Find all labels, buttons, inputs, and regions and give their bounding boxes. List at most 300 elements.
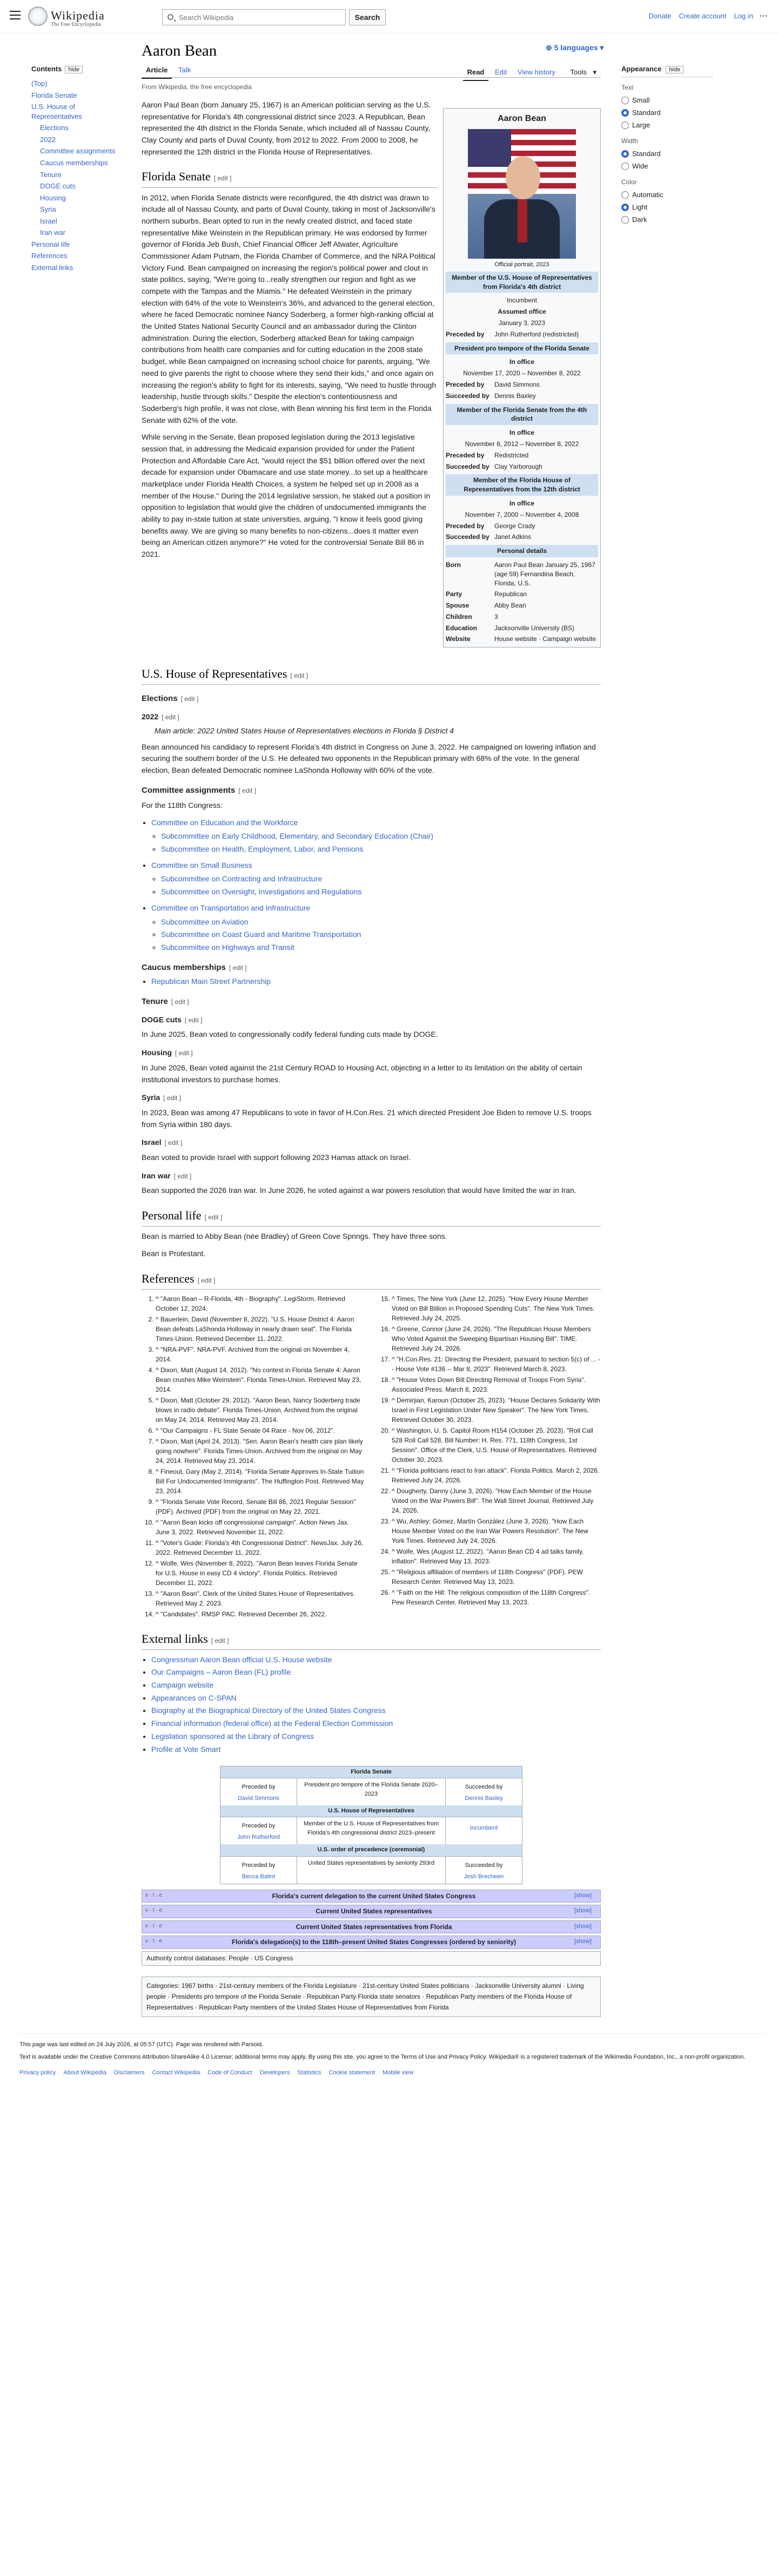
license-text: Text is available under the Creative Commons Attribution-ShareAlike 4.0 License; additional terms may apply. By using this site, you agree to the Terms of Use and Privacy Policy. Wikipedia® is a registered trademark of the Wikimedia Foundation, Inc., a non-profit organization. — [19, 2054, 746, 2061]
succession-prev-name[interactable]: David Simmons — [237, 1795, 280, 1802]
reference-item: 11. ^ "Voter's Guide: Florida's 4th Congressional District". NewsJax. July 26, 2022. Retrieved December 11, 2022. — [156, 1538, 365, 1557]
subheading-israel: Israel [ edit ] — [142, 1138, 183, 1147]
search-button[interactable]: Search — [349, 9, 386, 25]
edit-link[interactable]: [ edit ] — [171, 997, 189, 1006]
succession-row — [220, 1817, 522, 1844]
navbox-vte[interactable]: v · t · e — [145, 1923, 163, 1929]
external-links-list — [142, 1654, 601, 1756]
succession-row — [220, 1778, 522, 1805]
navbox-show-button[interactable]: [show] — [574, 1907, 592, 1914]
table-of-contents — [31, 64, 123, 273]
succession-next-label: Succeeded by — [465, 1862, 503, 1869]
authority-control[interactable]: Authority control databases: People · US Congress — [142, 1951, 601, 1966]
personal-details-heading: Personal details — [446, 545, 598, 557]
reference-item: 14. ^ "Candidates". RMSP PAC. Retrieved December 26, 2022. — [156, 1609, 365, 1619]
external-link[interactable]: Campaign website — [151, 1681, 214, 1690]
office-heading: President pro tempore of the Florida Senate — [446, 342, 598, 355]
external-link[interactable]: Congressman Aaron Bean official U.S. House website — [151, 1655, 332, 1664]
succession-prev[interactable] — [220, 1817, 297, 1844]
subheading-committees: Committee assignments [ edit ] — [142, 785, 257, 795]
navbox-title[interactable]: Florida's delegation(s) to the 118th–present United States Congresses (ordered by seniority) — [231, 1938, 517, 1946]
footer-link[interactable]: Cookie statement — [328, 2069, 375, 2076]
color-option-label: Light — [632, 203, 648, 211]
footer-link[interactable]: Disclaimers — [113, 2069, 145, 2076]
succession-next-name[interactable]: Dennis Baxley — [465, 1795, 503, 1802]
color-option-label: Automatic — [632, 190, 663, 199]
committee-link[interactable]: Committee on Small Business — [151, 860, 252, 869]
external-link-item[interactable] — [151, 1705, 601, 1717]
office-row-value[interactable]: George Crady — [494, 522, 535, 530]
navbox-title[interactable]: Florida's current delegation to the current United States Congress — [272, 1892, 476, 1900]
subcommittee-item[interactable] — [161, 942, 601, 954]
edit-link[interactable]: [ edit ] — [238, 786, 257, 794]
color-option-label: Dark — [632, 215, 647, 224]
radio-button[interactable] — [621, 150, 629, 158]
radio-button[interactable] — [621, 191, 629, 199]
succession-box — [220, 1766, 522, 1884]
office-heading: Member of the Florida House of Representatives from the 12th district — [446, 474, 598, 496]
personal-row-key: Spouse — [446, 602, 470, 610]
subcommittee-list — [151, 831, 601, 855]
succession-next[interactable] — [446, 1817, 522, 1844]
site-header — [0, 0, 778, 33]
radio-button[interactable] — [621, 163, 629, 170]
subcommittee-link[interactable]: Subcommittee on Coast Guard and Maritime Transportation — [161, 930, 361, 939]
office-row-value[interactable]: Janet Adkins — [494, 533, 532, 541]
personal-row-key: Party — [446, 590, 462, 598]
radio-button[interactable] — [621, 216, 629, 224]
external-link-item[interactable] — [151, 1667, 601, 1678]
edit-link[interactable]: [ edit ] — [173, 1172, 192, 1180]
navbox-vte[interactable]: v · t · e — [145, 1892, 163, 1898]
subcommittee-list — [151, 873, 601, 898]
infobox-title: Aaron Bean — [498, 114, 546, 123]
office-row-key: Succeeded by — [446, 462, 489, 470]
text-size-option[interactable] — [621, 107, 713, 118]
tagline: The Free Encyclopedia — [51, 22, 101, 28]
committee-item[interactable] — [151, 902, 601, 954]
succession-next-name[interactable]: Incumbent — [470, 1825, 498, 1832]
navbox-title[interactable]: Current United States representatives — [316, 1907, 432, 1916]
succession-prev-name[interactable]: Becca Balint — [242, 1873, 276, 1880]
toc-item[interactable]: U.S. House of Representatives — [31, 103, 82, 120]
office-row — [446, 531, 598, 543]
search-input[interactable]: Search Wikipedia — [162, 9, 346, 25]
subcommittee-link[interactable]: Subcommittee on Oversight, Investigations and Regulations — [161, 887, 362, 896]
succession-prev-label: Preceded by — [242, 1784, 276, 1791]
external-link-item[interactable] — [151, 1718, 601, 1730]
tools-menu[interactable]: Tools ▾ — [570, 68, 596, 76]
succession-band: U.S. House of Representatives — [220, 1805, 522, 1817]
radio-button[interactable] — [621, 97, 629, 104]
external-link[interactable]: Profile at Vote Smart — [151, 1744, 221, 1754]
radio-button[interactable] — [621, 109, 629, 117]
text-size-option-label: Large — [632, 121, 650, 130]
committee-link[interactable]: Committee on Transportation and Infrastructure — [151, 903, 311, 912]
reference-item: 10. ^ "Aaron Bean kicks off congressional campaign". Action News Jax. June 3, 2022. Retrieved November 11, 2022. — [156, 1518, 365, 1537]
personal-row — [446, 559, 598, 589]
committee-link[interactable]: Committee on Education and the Workforce — [151, 818, 298, 827]
navbox — [142, 1920, 601, 1934]
office-row — [446, 379, 598, 390]
personal-paragraph: Bean is Protestant. — [142, 1249, 206, 1258]
toc-item[interactable]: Personal life — [31, 240, 70, 248]
footer-link[interactable]: Privacy policy — [19, 2069, 56, 2076]
width-option[interactable] — [621, 161, 713, 172]
personal-row — [446, 611, 598, 623]
footer-link[interactable]: Statistics — [297, 2069, 321, 2076]
external-link-item[interactable] — [151, 1731, 601, 1743]
personal-row-value: Republican — [494, 590, 527, 598]
committees-intro: For the 118th Congress: — [142, 801, 223, 810]
reference-item: 2. ^ Bauerlein, David (November 8, 2022). "U.S. House District 4: Aaron Bean defeats LaShonda Holloway in nearly drawn seat". The Florida Times-Union. Retrieved December 11, 2022. — [156, 1314, 365, 1344]
reference-item: 24. ^ Wolfe, Wes (August 12, 2022). "Aaron Bean CD 4 ad talks family, inflation". Retrieved May 13, 2023. — [392, 1547, 601, 1566]
text-size-option[interactable] — [621, 120, 713, 131]
external-link[interactable]: Our Campaigns – Aaron Bean (FL) profile — [151, 1668, 291, 1677]
edit-link[interactable]: [ edit ] — [211, 1636, 229, 1644]
wikipedia-globe-logo[interactable] — [28, 6, 48, 26]
text-size-option-label: Standard — [632, 108, 661, 117]
external-link-item[interactable] — [151, 1680, 601, 1691]
succession-office: United States representatives by seniority 293rd — [297, 1857, 446, 1884]
footer-link[interactable]: Developers — [259, 2069, 290, 2076]
subcommittee-link[interactable]: Subcommittee on Health, Employment, Labor, and Pensions — [161, 845, 364, 854]
subcommittee-link[interactable]: Subcommittee on Aviation — [161, 917, 249, 926]
tab-talk[interactable]: Talk — [178, 66, 191, 74]
navbox-vte[interactable]: v · t · e — [145, 1938, 163, 1945]
reference-item: 23. ^ Wu, Ashley; Gómez, Martín González (June 3, 2026). "How Each House Member Voted on the Iran War Powers Resolution". The New York Times. Retrieved July 24, 2026. — [392, 1516, 601, 1546]
more-options-icon[interactable]: ··· — [760, 12, 768, 20]
committee-item[interactable] — [151, 860, 601, 898]
personal-row-key: Website — [446, 635, 471, 643]
intro-paragraph: Aaron Paul Bean (born January 25, 1967) is an American politician serving as the U.S. representative for Florida's 4th congressional district since 2023. A Republican, Bean represented the 4th district in the Florida Senate, which included all of Nassau County, Clay County and parts of Duval County, from 2012 to 2022. From 2000 to 2008, he represented the 12th district in the Florida House of Representatives. — [142, 100, 431, 156]
syria-paragraph: In 2023, Bean was among 47 Republicans to vote in favor of H.Con.Res. 21 which directed President Joe Biden to remove U.S. troops from Syria within 180 days. — [142, 1108, 592, 1129]
external-link-item[interactable] — [151, 1692, 601, 1704]
edit-link[interactable]: [ edit ] — [162, 713, 179, 721]
edit-link[interactable]: [ edit ] — [204, 1213, 223, 1222]
edit-link[interactable]: [ edit ] — [184, 1016, 203, 1024]
article-body — [142, 96, 438, 566]
office-term: November 7, 2000 – November 4, 2008 — [465, 510, 579, 518]
page-footer — [19, 2033, 765, 2078]
election-paragraph: Bean announced his candidacy to represent Florida's 4th district in Congress on June 3, 2022. He campaigned on lowering inflation and securing the southern border of the U.S. He defeated two opponents in the Republican primary with 68% of the vote. In the general election, Bean defeated Democratic nominee LaShonda Holloway with 60% of the vote. — [142, 742, 596, 775]
color-label: Color — [621, 178, 637, 186]
edit-link[interactable]: [ edit ] — [163, 1094, 181, 1102]
reference-item: 19. ^ Demirjian, Karoun (October 25, 2023). "House Declares Solidarity With Israel in First Legislation Under New Speaker". The New York Times. Retrieved October 30, 2023. — [392, 1395, 601, 1425]
section-heading-house: U.S. House of Representatives [ edit ] — [142, 665, 601, 685]
office-row — [446, 450, 598, 461]
page-title: Aaron Bean — [142, 42, 217, 59]
personal-row — [446, 600, 598, 611]
subheading-2022: 2022 [ edit ] — [142, 712, 179, 721]
navbox-show-button[interactable]: [show] — [574, 1923, 592, 1930]
edit-link[interactable]: [ edit ] — [229, 963, 247, 972]
external-link-item[interactable] — [151, 1744, 601, 1756]
office-row-value[interactable]: Clay Yarborough — [494, 462, 542, 470]
external-link[interactable]: Legislation sponsored at the Library of Congress — [151, 1731, 314, 1741]
footer-link[interactable]: Mobile view — [383, 2069, 414, 2076]
doge-paragraph: In June 2025, Bean voted to congressionally codify federal funding cuts made by DOGE. — [142, 1030, 438, 1039]
footer-link[interactable]: Code of Conduct — [207, 2069, 252, 2076]
subcommittee-item[interactable] — [161, 831, 601, 842]
section-heading-references: References [ edit ] — [142, 1270, 601, 1290]
header-link-donate[interactable]: Donate — [648, 12, 672, 20]
toc-hide-button[interactable]: hide — [65, 66, 83, 73]
reference-item: 25. ^ "Religious affiliation of members of 118th Congress" (PDF). PEW Research Center. Retrieved May 13, 2023. — [392, 1567, 601, 1587]
toc-item[interactable]: Florida Senate — [31, 91, 77, 99]
personal-row-key: Education — [446, 624, 478, 632]
subcommittee-link[interactable]: Subcommittee on Contracting and Infrastructure — [161, 874, 323, 884]
office-row-value[interactable]: Redistricted — [494, 451, 529, 459]
portrait-head — [506, 156, 540, 199]
subheading-doge: DOGE cuts [ edit ] — [142, 1015, 203, 1024]
section-heading-personal: Personal life [ edit ] — [142, 1206, 601, 1226]
succession-office: President pro tempore of the Florida Senate 2020–2023 — [297, 1778, 446, 1805]
header-link-create-account[interactable]: Create account — [679, 12, 727, 20]
infobox — [443, 108, 601, 648]
subheading-iran: Iran war [ edit ] — [142, 1171, 192, 1180]
office-term: November 17, 2020 – November 8, 2022 — [463, 369, 581, 377]
personal-row — [446, 589, 598, 600]
succession-band: U.S. order of precedence (ceremonial) — [220, 1844, 522, 1856]
subcommittee-link[interactable]: Subcommittee on Early Childhood, Elementary, and Secondary Education (Chair) — [161, 832, 433, 841]
senate-paragraph: While serving in the Senate, Bean proposed legislation during the 2013 legislative session that, in addressing the Medicaid expansion provided for under the Patient Protection and Affordable Care Act, "would reject the $51 billion offered over the next decade for expansion under Obamacare and use state money...to set up a healthcare marketplace under Florida Health Choices, a system he helped set up in 2008 as a member of the House." During the 2014 legislative session, he staked out a position in opposition to legislation that would give the children of undocumented immigrants the ability to pay in-state tuition at state universities, arguing, "I know it feels good giving benefits away. We are giving so many benefits to non-citizens...does it matter even being an American citizen anymore?" He voted for the controversial Senate Bill 86 in 2021. — [142, 433, 431, 559]
tab-article[interactable]: Article — [142, 63, 172, 79]
navbox-show-button[interactable]: [show] — [574, 1938, 592, 1945]
appearance-panel — [621, 64, 713, 227]
appearance-title: Appearance hide — [621, 64, 713, 77]
toc-item[interactable]: References — [31, 252, 68, 260]
office-row-key: Preceded by — [446, 330, 485, 338]
office-term: November 6, 2012 – November 8, 2022 — [465, 440, 579, 448]
office-heading: Member of the Florida Senate from the 4th district — [446, 404, 598, 426]
toc-item[interactable]: Committee assignments — [40, 147, 116, 156]
appearance-hide-button[interactable]: hide — [666, 66, 683, 73]
personal-paragraph: Bean is married to Abby Bean (née Bradley) of Green Cove Springs. They have three sons. — [142, 1232, 447, 1241]
page-tabs — [142, 63, 601, 78]
committee-item[interactable] — [151, 817, 601, 855]
external-link[interactable]: Appearances on C-SPAN — [151, 1693, 237, 1702]
color-option[interactable] — [621, 214, 713, 225]
subheading-caucus: Caucus memberships [ edit ] — [142, 962, 247, 972]
portrait-tie — [518, 199, 527, 242]
reference-item: 1. ^ "Aaron Bean – R-Florida, 4th - Biography". LegiStorm. Retrieved October 12, 2024. — [156, 1294, 365, 1313]
personal-row-value: Jacksonville University (BS) — [494, 624, 575, 632]
iran-paragraph: Bean supported the 2026 Iran war. In June 2026, he voted against a war powers resolution that would have limited the war in Iran. — [142, 1186, 576, 1195]
text-size-option[interactable] — [621, 95, 713, 106]
reference-item: 21. ^ "Florida politicians react to Iran attack". Florida Politics. March 2, 2026. Retrieved July 24, 2026. — [392, 1466, 601, 1485]
succession-next[interactable] — [446, 1778, 522, 1805]
succession-office: Member of the U.S. House of Representatives from Florida's 4th congressional district 2023–present — [297, 1817, 446, 1844]
office-row-value[interactable]: John Rutherford (redistricted) — [494, 330, 579, 338]
reference-item: 7. ^ Dixon, Matt (April 24, 2013). "Sen. Aaron Bean's health care plan likely going nowhere". Florida Times-Union. Archived from the original on May 24, 2014. Retrieved May 23, 2014. — [156, 1437, 365, 1466]
succession-band: Florida Senate — [220, 1766, 522, 1778]
personal-row-value: 3 — [494, 612, 498, 621]
edit-link[interactable]: [ edit ] — [213, 174, 232, 183]
succession-next-label: Succeeded by — [465, 1784, 503, 1791]
subcommittee-item[interactable] — [161, 873, 601, 885]
office-row — [446, 521, 598, 532]
subcommittee-item[interactable] — [161, 844, 601, 855]
office-row — [446, 390, 598, 402]
external-link-item[interactable] — [151, 1654, 601, 1666]
subheading-tenure: Tenure [ edit ] — [142, 996, 189, 1006]
toc-item[interactable]: DOGE cuts — [40, 182, 76, 191]
portrait-image[interactable] — [468, 129, 576, 259]
subcommittee-item[interactable] — [161, 886, 601, 898]
toc-item[interactable]: Housing — [40, 193, 66, 202]
toc-item[interactable]: Tenure — [40, 170, 62, 179]
portrait-caption: Official portrait, 2023 — [494, 261, 549, 268]
subcommittee-item[interactable] — [161, 916, 601, 928]
office-term: January 3, 2023 — [498, 319, 546, 327]
reference-item: 9. ^ "Florida Senate Vote Record, Senate Bill 86, 2021 Regular Session" (PDF). Archived (PDF) from the original on May 22, 2021. — [156, 1497, 365, 1516]
section-heading-external-links: External links [ edit ] — [142, 1630, 601, 1650]
reference-list — [142, 1294, 601, 1620]
main-article-hatnote[interactable]: Main article: 2022 United States House of Representatives elections in Florida § District 4 — [155, 726, 454, 736]
succession-prev[interactable] — [220, 1778, 297, 1805]
header-link-log-in[interactable]: Log in — [734, 12, 753, 20]
office-row — [446, 461, 598, 473]
toc-title: Contents hide — [31, 64, 123, 75]
last-edited: This page was last edited on 24 July 2026, at 05:57 (UTC). Page was rendered with Parsoid. — [19, 2041, 264, 2048]
reference-item: 13. ^ "Aaron Bean". Clerk of the United States House of Representatives. Retrieved May 2, 2023. — [156, 1589, 365, 1608]
office-term-label: In office — [509, 358, 534, 366]
personal-row-key: Children — [446, 612, 472, 621]
toc-item[interactable]: Iran war — [40, 228, 65, 237]
succession-prev-label: Preceded by — [242, 1823, 276, 1830]
color-option[interactable] — [621, 190, 713, 200]
office-row — [446, 329, 598, 340]
office-row-key: Preceded by — [446, 380, 485, 388]
reference-item: 15. ^ Times, The New York (June 12, 2025). "How Every House Member Voted on Bill Billion in Proposed Spending Cuts". The New York Times. Retrieved July 24, 2025. — [392, 1294, 601, 1323]
toc-item[interactable]: Syria — [40, 205, 56, 214]
office-row-key: Succeeded by — [446, 533, 489, 541]
succession-prev-name[interactable]: John Rutherford — [237, 1834, 280, 1841]
width-option-label: Standard — [632, 149, 661, 158]
office-term-label: In office — [509, 499, 534, 507]
navbox-show-button[interactable]: [show] — [574, 1892, 592, 1899]
footer-links — [19, 2068, 765, 2078]
subheading-housing: Housing [ edit ] — [142, 1048, 193, 1057]
reference-item: 4. ^ Dixon, Matt (August 14, 2012). "No contest in Florida Senate 4: Aaron Bean crushes Mike Weinstein". Florida Times-Union. Retrieved May 23, 2014. — [156, 1365, 365, 1394]
committee-list — [142, 817, 601, 954]
reference-item: 5. ^ Dixon, Matt (October 29, 2012). "Aaron Bean, Nancy Soderberg trade blows in radio debate". Florida Times-Union. Archived from the original on May 24, 2014. Retrieved May 23, 2014. — [156, 1395, 365, 1425]
reference-item: 16. ^ Greene, Connor (June 24, 2026). "The Republican House Members Who Voted Against the Sweeping Bipartisan Housing Bill". TIME. Retrieved July 24, 2026. — [392, 1324, 601, 1353]
footer-link[interactable]: About Wikipedia — [63, 2069, 106, 2076]
toc-item[interactable]: Elections — [40, 124, 69, 132]
search-icon — [167, 14, 173, 20]
office-heading: Member of the U.S. House of Representatives from Florida's 4th district — [446, 272, 598, 293]
subheading-syria: Syria [ edit ] — [142, 1093, 181, 1102]
succession-row — [220, 1856, 522, 1884]
personal-row-value: Aaron Paul Bean January 25, 1967 (age 59) Fernandina Beach, Florida, U.S. — [494, 561, 595, 587]
navboxes — [142, 1890, 601, 1949]
office-term-label: In office — [509, 429, 534, 437]
caucus-item[interactable]: • Republican Main Street Partnership — [151, 976, 601, 988]
footer-link[interactable]: Contact Wikipedia — [152, 2069, 200, 2076]
toc-item[interactable]: Caucus memberships — [40, 158, 108, 167]
toc-item[interactable]: 2022 — [40, 135, 56, 144]
reference-item: 18. ^ "House Votes Down Bill Directing Removal of Troops From Syria". Associated Press. March 8, 2023. — [392, 1375, 601, 1394]
personal-row-key: Born — [446, 561, 461, 569]
caucus-list — [142, 976, 601, 988]
senate-paragraph: In 2012, when Florida Senate districts were reconfigured, the 4th district was drawn to include all of Nassau County, and parts of Duval County, taking in most of Jacksonville's northern suburbs. Bean opted to run in the newly created district, and faced state representative Mike Weinstein in the Republican primary. He was endorsed by former governor of Florida Jeb Bush, Chief Financial Officer Jeff Atwater, Agriculture Commissioner Adam Putnam, the Florida Chamber of Commerce, and the NRA Political Victory Fund. Bean campaigned on increasing the region's political power and clout in state politics, saying, "We're going to...really strengthen our region and fight as we compete with the Tampas and the Miamis." He defeated Weinstein in the primary election with 64% of the vote to Weinstein's 36%, and advanced to the general election, where he faced Democratic nominee Nancy Soderberg, a former high-ranking official at the United States National Security Council and an ambassador during the Clinton administration. During the election, Soderberg attacked Bean for taking campaign contributions from health care companies and for cutting education in the 2008 state budget, while Bean campaigned on increasing school choice for parents, arguing, "We need to give parents the right to choose where they send their kids," and once again on increasing the region's ability to fight for its interests, saying, "We need to hustle through leadership, hustle through skills." Despite the election's contentiousness and Soderberg's high profile, it was not close, with Bean winning his first term in the Florida Senate with 62% of the vote. — [142, 193, 437, 424]
navbox — [142, 1936, 601, 1949]
toc-item[interactable]: (Top) — [31, 79, 48, 88]
subcommittee-list — [151, 916, 601, 954]
external-link[interactable]: Biography at the Biographical Directory of the United States Congress — [151, 1706, 386, 1715]
reference-item: 17. ^ "H.Con.Res. 21: Directing the President, pursuant to section 5(c) of ... -- House Vote #136 -- Mar 8, 2023". Retrieved March 8, 2023. — [392, 1354, 601, 1374]
wordmark[interactable]: Wikipedia — [51, 9, 105, 22]
color-option[interactable] — [621, 202, 713, 213]
israel-paragraph: Bean voted to provide Israel with support following 2023 Hamas attack on Israel. — [142, 1152, 411, 1162]
personal-row-value: House website · Campaign website — [494, 635, 596, 643]
edit-link[interactable]: [ edit ] — [180, 695, 199, 703]
edit-link[interactable]: [ edit ] — [290, 672, 308, 679]
reference-item: 22. ^ Dougherty, Danny (June 3, 2026). "How Each Member of the House Voted on the War Powers Bill". The Wall Street Journal. Retrieved July 24, 2026. — [392, 1486, 601, 1515]
section-heading-florida-senate: Florida Senate [ edit ] — [142, 167, 438, 187]
reference-item: 6. ^ "Our Campaigns - FL State Senate 04 Race - Nov 06, 2012". — [156, 1426, 365, 1435]
width-label: Width — [621, 137, 638, 145]
subcommittee-link[interactable]: Subcommittee on Highways and Transit — [161, 942, 294, 952]
office-row-key: Succeeded by — [446, 392, 489, 400]
lower-article — [142, 655, 601, 2017]
subheading-elections: Elections [ edit ] — [142, 694, 199, 704]
external-link[interactable]: Financial information (federal office) at the Federal Election Commission — [151, 1719, 393, 1728]
office-row-key: Preceded by — [446, 451, 485, 459]
text-size-label: Text — [621, 84, 634, 92]
succession-next-label — [448, 1819, 520, 1824]
edit-link[interactable]: [ edit ] — [175, 1049, 193, 1057]
navbox-vte[interactable]: v · t · e — [145, 1907, 163, 1914]
succession-next-name[interactable]: Josh Brecheen — [464, 1873, 504, 1880]
succession-prev[interactable] — [220, 1857, 297, 1884]
tab-edit[interactable]: Edit — [495, 68, 507, 76]
width-option[interactable] — [621, 149, 713, 159]
office-row-value[interactable]: Dennis Baxley — [494, 392, 536, 400]
radio-button[interactable] — [621, 122, 629, 129]
succession-next[interactable] — [446, 1857, 522, 1884]
personal-row — [446, 633, 598, 645]
language-button[interactable]: ⊕ 5 languages ▾ — [546, 43, 604, 52]
navbox — [142, 1905, 601, 1918]
housing-paragraph: In June 2026, Bean voted against the 21st Century ROAD to Housing Act, objecting in a letter to its limitation on the ability of certain institutional investors to purchase homes. — [142, 1063, 582, 1084]
reference-item: 20. ^ Washington, U. S. Capitol Room H154 (October 25, 2023). "Roll Call 528 Roll Call 528, Bill Number: H. Res. 771, 118th Congress, 1st Session". Office of the Clerk, U.S. House of Representatives. Retrieved October 30, 2023. — [392, 1426, 601, 1465]
category-links[interactable]: Categories: 1967 births · 21st-century members of the Florida Legislature · 21st-century United States politicians · Jacksonville University alumni · Living people · Presidents pro tempore of the Florida Senate · Republican Party Florida state senators · Republican Party members of the Florida House of Representatives · Republican Party members of the United States House of Representatives from Florida — [142, 1977, 601, 2017]
personal-row-value: Abby Bean — [494, 602, 526, 610]
subcommittee-item[interactable] — [161, 929, 601, 941]
user-links — [641, 11, 768, 22]
office-term: Incumbent — [506, 296, 538, 305]
office-row-value[interactable]: David Simmons — [494, 380, 540, 388]
tab-history[interactable]: View history — [518, 68, 555, 76]
reference-item: 26. ^ "Faith on the Hill: The religious composition of the 118th Congress". Pew Research Center. Retrieved May 13, 2023. — [392, 1588, 601, 1607]
toc-item[interactable]: Israel — [40, 217, 57, 225]
reference-item: 3. ^ "NRA-PVF". NRA-PVF. Archived from the original on November 4, 2014. — [156, 1345, 365, 1364]
site-sub: From Wikipedia, the free encyclopedia — [142, 83, 252, 91]
edit-link[interactable]: [ edit ] — [164, 1139, 183, 1147]
personal-row — [446, 623, 598, 634]
toc-item[interactable]: External links — [31, 263, 73, 272]
main-menu-icon[interactable] — [10, 11, 21, 19]
reference-item: 12. ^ Wolfe, Wes (November 8, 2022). "Aaron Bean leaves Florida Senate for U.S. House in easy CD 4 victory". Florida Politics. Retrieved December 11, 2022. — [156, 1559, 365, 1588]
tab-read[interactable]: Read — [463, 65, 489, 81]
edit-link[interactable]: [ edit ] — [197, 1276, 216, 1284]
navbox-title[interactable]: Current United States representatives from Florida — [296, 1923, 452, 1931]
radio-button[interactable] — [621, 204, 629, 211]
width-option-label: Wide — [632, 161, 648, 170]
